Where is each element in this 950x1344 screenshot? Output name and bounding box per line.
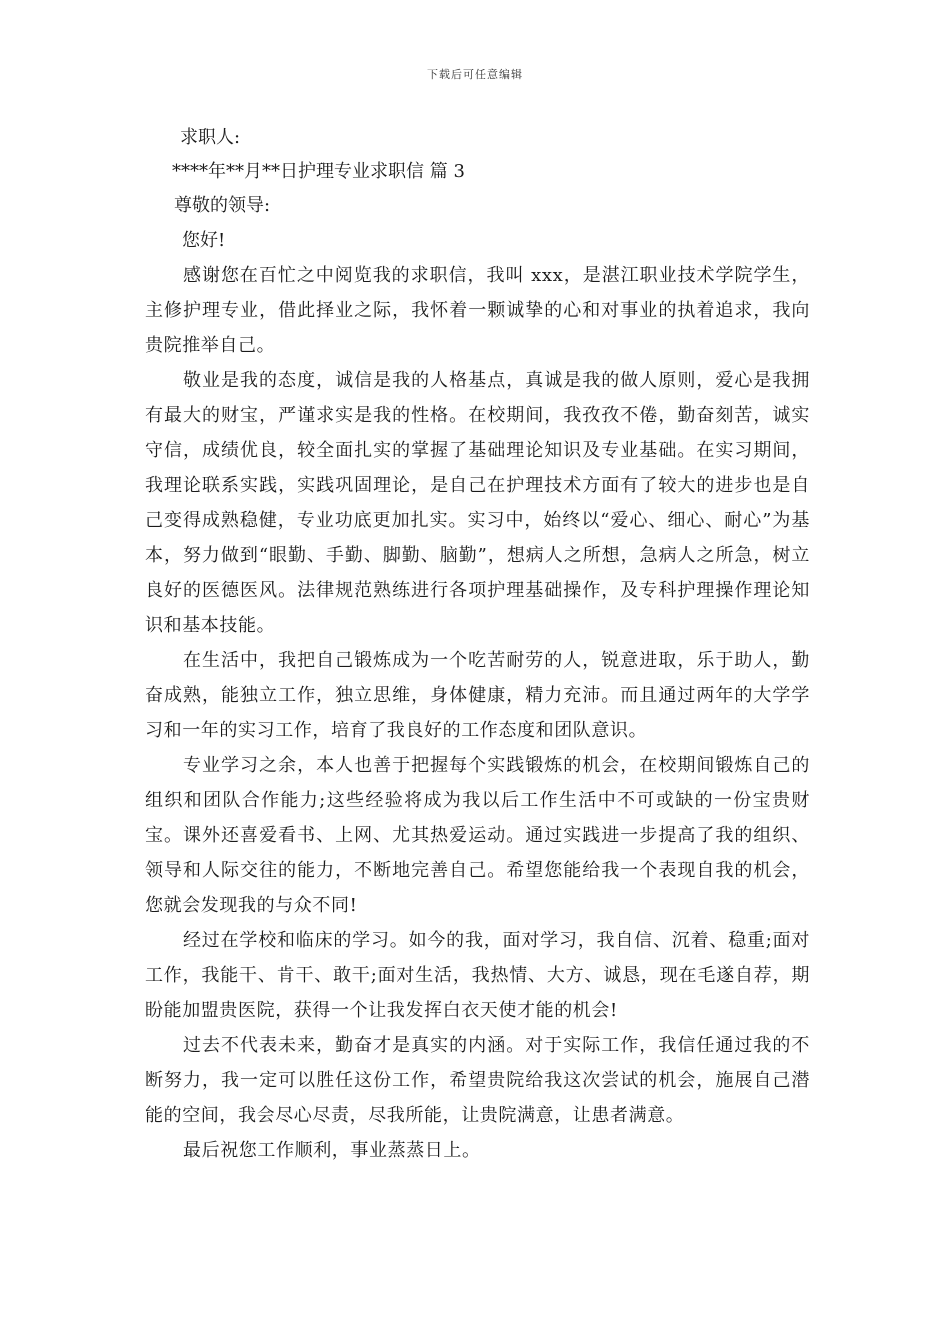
paragraph: 敬业是我的态度，诚信是我的人格基点，真诚是我的做人原则，爱心是我拥有最大的财宝，严谨求实是我的性格。在校期间，我孜孜不倦，勤奋刻苦，诚实守信，成绩优良，较全面扎实的掌握了基础理论知识及专业基础。在实习期间，我理论联系实践，实践巩固理论，是自己在护理技术方面有了较大的进步也是自己变得成熟稳健，专业功底更加扎实。实习中，始终以“爱心、细心、耐心”为基本，努力做到“眼勤、手勤、脚勤、脑勤”，想病人之所想，急病人之所急，树立良好的医德医风。法律规范熟练进行各项护理基础操作，及专科护理操作理论知识和基本技能。	[145, 370, 810, 636]
greeting: 您好!	[182, 230, 226, 251]
paragraph: 过去不代表未来，勤奋才是真实的内涵。对于实际工作，我信任通过我的不断努力，我一定可以胜任这份工作，希望贵院给我这次尝试的机会，施展自己潜能的空间，我会尽心尽责，尽我所能，让贵院满意，让患者满意。	[145, 1035, 810, 1126]
date-title-line: ****年**月**日护理专业求职信 篇 3	[172, 161, 465, 182]
paragraph: 感谢您在百忙之中阅览我的求职信，我叫 xxx，是湛江职业技术学院学生，主修护理专业，借此择业之际，我怀着一颗诚挚的心和对事业的执着追求，我向贵院推举自己。	[145, 265, 810, 356]
applicant-label: 求职人:	[180, 127, 241, 148]
header-note: 下载后可任意编辑	[427, 68, 523, 81]
paragraph: 专业学习之余，本人也善于把握每个实践锻炼的机会，在校期间锻炼自己的组织和团队合作能力;这些经验将成为我以后工作生活中不可或缺的一份宝贵财宝。课外还喜爱看书、上网、尤其热爱运动。通过实践进一步提高了我的组织、领导和人际交往的能力，不断地完善自己。希望您能给我一个表现自我的机会，您就会发现我的与众不同!	[145, 755, 810, 916]
paragraph: 在生活中，我把自己锻炼成为一个吃苦耐劳的人，锐意进取，乐于助人，勤奋成熟，能独立工作，独立思维，身体健康，精力充沛。而且通过两年的大学学习和一年的实习工作，培育了我良好的工作态度和团队意识。	[145, 650, 810, 741]
closing-line: 最后祝您工作顺利，事业蒸蒸日上。	[183, 1140, 481, 1161]
paragraph: 经过在学校和临床的学习。如今的我，面对学习，我自信、沉着、稳重;面对工作，我能干、肯干、敢干;面对生活，我热情、大方、诚恳，现在毛遂自荐，期盼能加盟贵医院，获得一个让我发挥白衣天使才能的机会!	[145, 930, 810, 1021]
salutation: 尊敬的领导:	[174, 195, 271, 216]
letter-body	[145, 258, 810, 1168]
